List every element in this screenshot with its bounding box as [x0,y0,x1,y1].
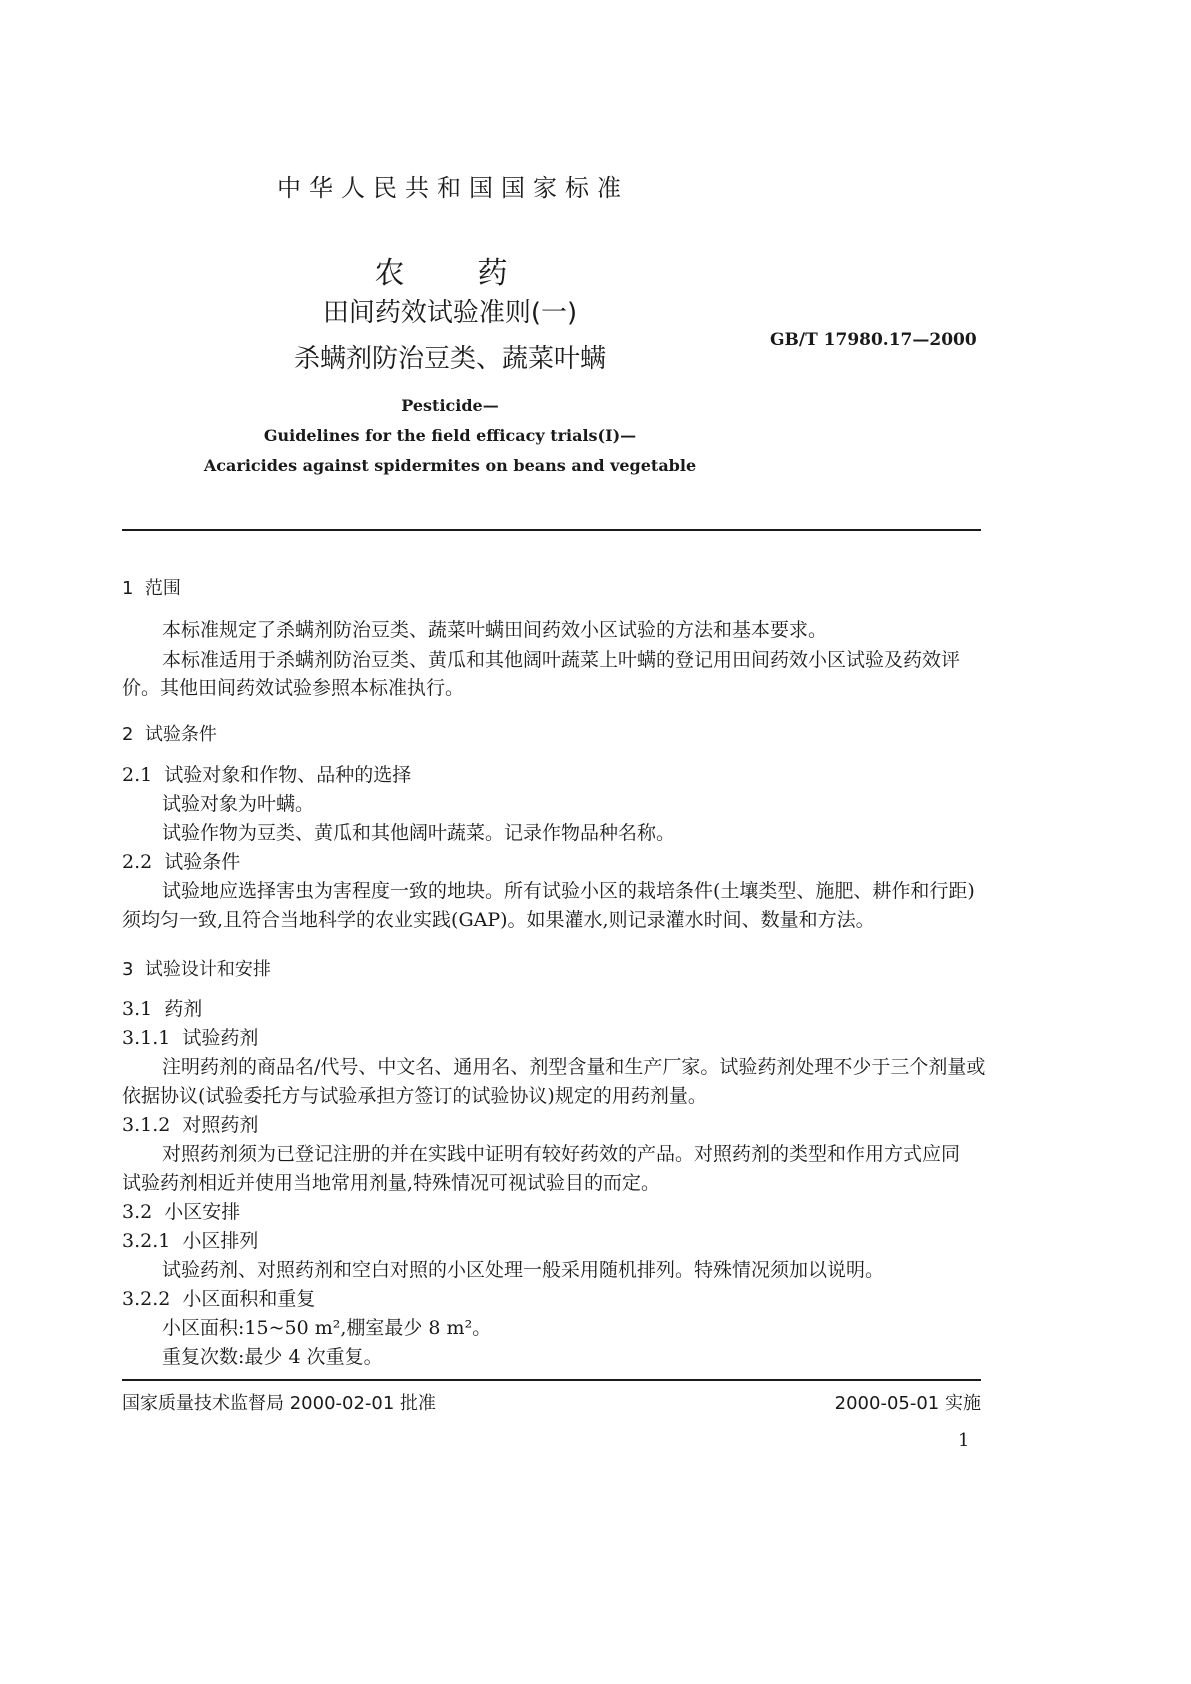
section-2-2-paragraph-line2: 须均匀一致,且符合当地科学的农业实践(GAP)。如果灌水,则记录灌水时间、数量和方法。 [122,909,875,931]
footer-divider [122,1379,981,1381]
section-2-2-heading: 2.2 试验条件 [122,851,241,873]
document-title-line3: 杀螨剂防治豆类、蔬菜叶螨 [293,344,606,374]
section-3-2-2-paragraph-2: 重复次数:最少 4 次重复。 [162,1346,383,1368]
implementation-date: 2000-05-01 实施 [834,1393,981,1414]
section-2-1-paragraph-1: 试验对象为叶螨。 [162,793,315,815]
section-3-2-heading: 3.2 小区安排 [122,1201,241,1223]
section-1-paragraph-2-line1: 本标准适用于杀螨剂防治豆类、黄瓜和其他阔叶蔬菜上叶螨的登记用田间药效小区试验及药效评 [162,649,961,671]
section-3-2-2-paragraph-1: 小区面积:15~50 m²,棚室最少 8 m²。 [162,1317,492,1339]
national-standard-title: 中华人民共和国国家标准 [277,174,629,202]
document-title-line1: 农 药 [374,256,526,291]
section-3-2-1-paragraph: 试验药剂、对照药剂和空白对照的小区处理一般采用随机排列。特殊情况须加以说明。 [162,1259,885,1281]
english-title-line3: Acaricides against spidermites on beans and vegetable [203,456,697,475]
section-3-1-2-paragraph-line2: 试验药剂相近并使用当地常用剂量,特殊情况可视试验目的而定。 [122,1172,661,1194]
section-3-1-1-paragraph-line1: 注明药剂的商品名/代号、中文名、通用名、剂型含量和生产厂家。试验药剂处理不少于三个剂量或 [162,1056,986,1078]
section-1-heading: 1 范围 [122,578,181,599]
section-2-1-paragraph-2: 试验作物为豆类、黄瓜和其他阔叶蔬菜。记录作物品种名称。 [162,822,676,844]
section-3-1-1-paragraph-line2: 依据协议(试验委托方与试验承担方签订的试验协议)规定的用药剂量。 [122,1085,707,1107]
section-3-1-2-paragraph-line1: 对照药剂须为已登记注册的并在实践中证明有较好药效的产品。对照药剂的类型和作用方式应同 [162,1143,961,1165]
standard-number: GB/T 17980.17—2000 [770,330,977,350]
section-3-2-1-heading: 3.2.1 小区排列 [122,1230,259,1252]
section-3-2-2-heading: 3.2.2 小区面积和重复 [122,1288,316,1310]
english-title-line2: Guidelines for the field efficacy trials(Ⅰ)— [263,426,637,445]
section-2-2-paragraph-line1: 试验地应选择害虫为害程度一致的地块。所有试验小区的栽培条件(土壤类型、施肥、耕作和行距) [162,880,975,902]
section-2-heading: 2 试验条件 [122,724,217,745]
section-3-1-heading: 3.1 药剂 [122,998,203,1020]
section-3-1-1-heading: 3.1.1 试验药剂 [122,1027,259,1049]
section-1-paragraph-2-line2: 价。其他田间药效试验参照本标准执行。 [122,677,465,699]
section-2-1-heading: 2.1 试验对象和作物、品种的选择 [122,764,412,786]
header-divider [122,529,981,531]
approval-statement: 国家质量技术监督局 2000-02-01 批准 [122,1393,437,1414]
section-3-heading: 3 试验设计和安排 [122,959,271,980]
section-3-1-2-heading: 3.1.2 对照药剂 [122,1114,259,1136]
section-1-paragraph-1: 本标准规定了杀螨剂防治豆类、蔬菜叶螨田间药效小区试验的方法和基本要求。 [162,619,828,641]
page-number: 1 [958,1430,970,1451]
document-title-line2: 田间药效试验准则(一) [322,298,578,328]
english-title-line1: Pesticide— [401,396,499,415]
